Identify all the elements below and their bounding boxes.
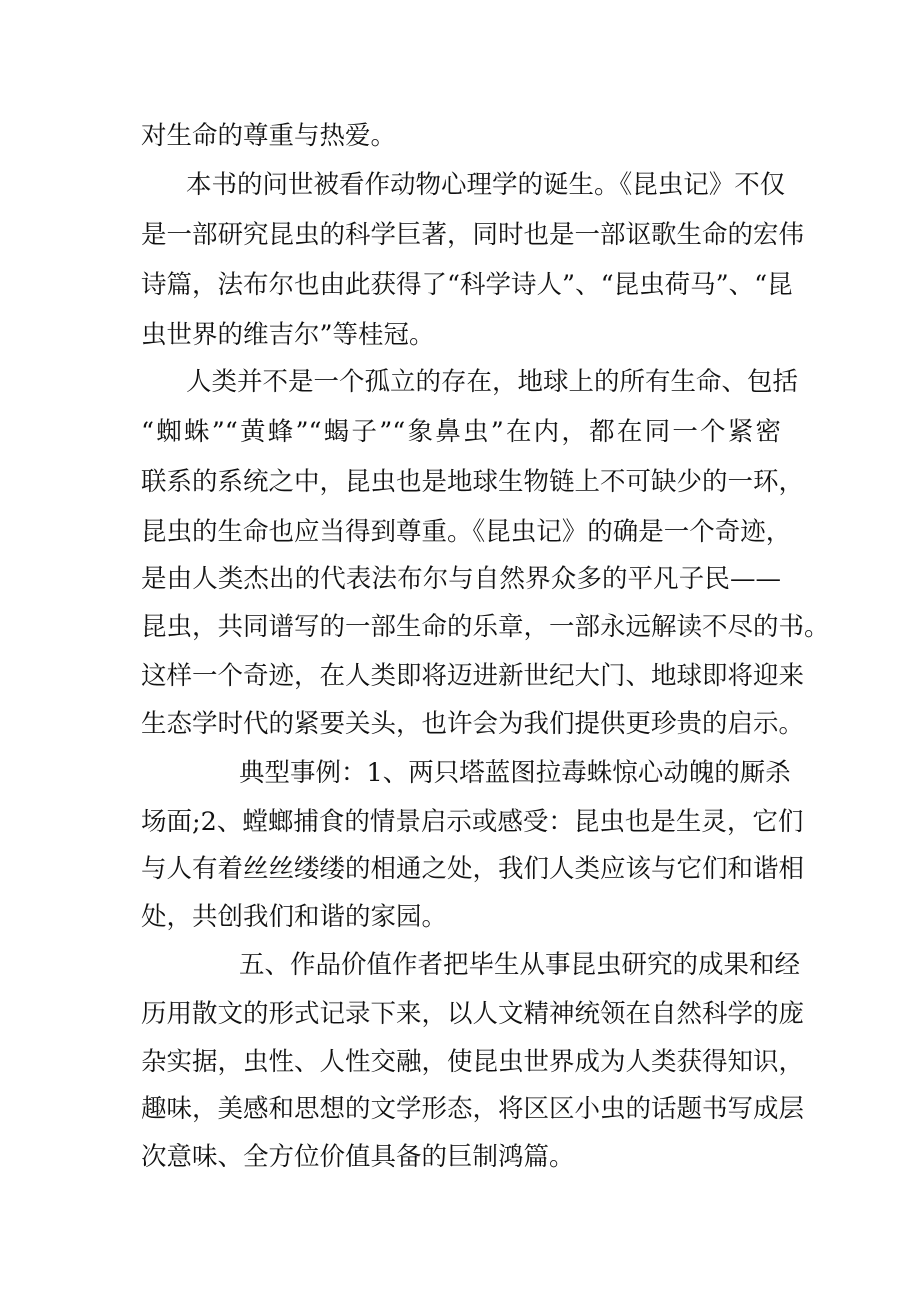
paragraph-line: 是由人类杰出的代表法布尔与自然界众多的平凡子民—— bbox=[141, 564, 781, 594]
paragraph-line: 生态学时代的紧要关头，也许会为我们提供更珍贵的启示。 bbox=[141, 709, 805, 739]
paragraph-line: 趣味，美感和思想的文学形态，将区区小虫的话题书写成层 bbox=[141, 1094, 805, 1124]
paragraph-line: 诗篇，法布尔也由此获得了“科学诗人”、“昆虫荷马”、“昆 bbox=[141, 270, 793, 300]
paragraph-line: 次意味、全方位价值具备的巨制鸿篇。 bbox=[141, 1142, 575, 1172]
paragraph-line: 本书的问世被看作动物心理学的诞生。《昆虫记》不仅 bbox=[186, 170, 786, 200]
paragraph-line: 五、作品价值作者把毕生从事昆虫研究的成果和经 bbox=[239, 950, 801, 980]
paragraph-line: 是一部研究昆虫的科学巨著，同时也是一部讴歌生命的宏伟 bbox=[141, 220, 805, 250]
paragraph-line: 虫世界的维吉尔”等桂冠。 bbox=[141, 320, 435, 350]
paragraph-line: 对生命的尊重与热爱。 bbox=[141, 121, 397, 151]
paragraph-line: 人类并不是一个孤立的存在，地球上的所有生命、包括 bbox=[186, 367, 799, 397]
paragraph-line: 杂实据，虫性、人性交融，使昆虫世界成为人类获得知识， bbox=[141, 1047, 805, 1077]
paragraph-line: 这样一个奇迹，在人类即将迈进新世纪大门、地球即将迎来 bbox=[141, 661, 805, 691]
paragraph-line: 历用散文的形式记录下来，以人文精神统领在自然科学的庞 bbox=[141, 999, 805, 1029]
paragraph-line: 典型事例：1、两只塔蓝图拉毒蛛惊心动魄的厮杀 bbox=[239, 758, 791, 788]
paragraph-line: 昆虫的生命也应当得到尊重。《昆虫记》的确是一个奇迹， bbox=[141, 517, 792, 547]
paragraph-line: 场面;2、螳螂捕食的情景启示或感受：昆虫也是生灵，它们 bbox=[141, 807, 804, 837]
paragraph-line: “蜘蛛”“黄蜂”“蝎子”“象鼻虫”在内，都在同一个紧密 bbox=[141, 417, 781, 447]
paragraph-line: 昆虫，共同谱写的一部生命的乐章，一部永远解读不尽的书。 bbox=[141, 612, 830, 642]
paragraph-line: 与人有着丝丝缕缕的相通之处，我们人类应该与它们和谐相 bbox=[141, 854, 805, 884]
paragraph-line: 处，共创我们和谐的家园。 bbox=[141, 902, 448, 932]
paragraph-line: 联系的系统之中，昆虫也是地球生物链上不可缺少的一环， bbox=[141, 467, 805, 497]
